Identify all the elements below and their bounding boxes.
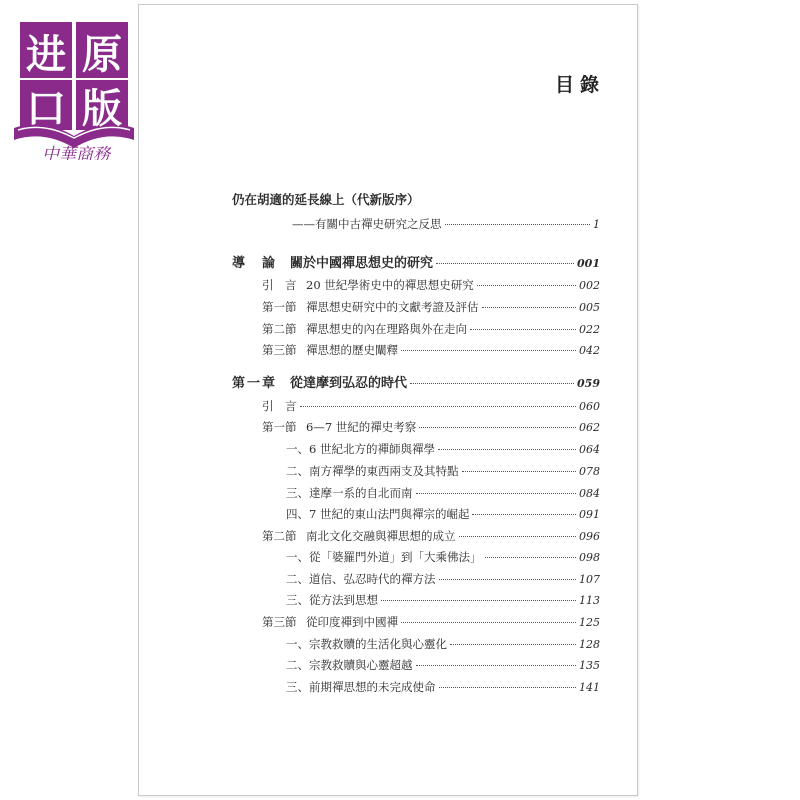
dot-leader <box>436 263 574 264</box>
intro-title: 關於中國禪思想史的研究 <box>290 256 434 271</box>
intro-label: 導 論 <box>232 256 278 271</box>
page-number: 084 <box>579 487 600 500</box>
toc-preface <box>232 192 612 208</box>
page-number: 098 <box>579 551 600 564</box>
toc-subsection <box>286 657 600 674</box>
toc-subsection <box>286 679 600 696</box>
dot-leader <box>438 449 576 450</box>
item-label: 第一節 <box>262 300 297 314</box>
page-number: 042 <box>579 344 600 357</box>
chapter-title: 從達摩到弘忍的時代 <box>290 376 408 391</box>
dot-leader <box>381 600 576 601</box>
section-title: 南北文化交融與禪思想的成立 <box>306 529 456 543</box>
logo-char-1: 进 <box>26 32 66 78</box>
dot-leader <box>485 557 577 558</box>
dot-leader <box>477 285 576 286</box>
toc-item <box>262 277 600 294</box>
page-number: 001 <box>577 257 600 270</box>
section-label: 第二節 <box>262 529 297 543</box>
page-number: 128 <box>579 638 600 651</box>
toc-chapter1-row <box>232 376 600 392</box>
toc-section <box>262 528 600 545</box>
publisher-logo <box>10 10 138 160</box>
page-number: 1 <box>593 218 600 231</box>
chapter-label: 第一章 <box>232 376 278 391</box>
dot-leader <box>419 427 576 428</box>
logo-publisher-name: 中華商務 <box>42 145 110 160</box>
open-book-logo-icon <box>10 10 138 160</box>
subsection-title: 二、南方禪學的東西兩支及其特點 <box>286 464 459 478</box>
item-title: 禪思想的歷史闡釋 <box>306 343 398 357</box>
page-number: 113 <box>579 594 600 607</box>
subsection-title: 二、道信、弘忍時代的禪方法 <box>286 572 436 586</box>
section-label: 第三節 <box>262 615 297 629</box>
dot-leader <box>401 350 576 351</box>
page-number: 135 <box>579 659 600 672</box>
dot-leader <box>300 406 577 407</box>
toc-item <box>262 342 600 359</box>
page-number: 091 <box>579 508 600 521</box>
toc-item <box>262 299 600 316</box>
toc-chapter1-intro <box>262 398 600 415</box>
item-title: 20 世紀學術史中的禪思想史研究 <box>306 278 474 292</box>
page-number: 141 <box>579 681 600 694</box>
dot-leader <box>439 687 577 688</box>
toc-subsection <box>286 592 600 609</box>
dot-leader <box>462 471 577 472</box>
page-number: 005 <box>579 301 600 314</box>
section-title: 6—7 世紀的禪史考察 <box>306 420 417 434</box>
toc-subsection <box>286 549 600 566</box>
page-number: 064 <box>579 443 600 456</box>
item-label: 第三節 <box>262 343 297 357</box>
subsection-title: 三、達摩一系的自北而南 <box>286 486 413 500</box>
dot-leader <box>459 536 577 537</box>
toc-subsection <box>286 441 600 458</box>
subsection-title: 三、從方法到思想 <box>286 593 378 607</box>
toc-section <box>262 614 600 631</box>
page-number: 078 <box>579 465 600 478</box>
toc-subsection <box>286 506 600 523</box>
toc-preface-subtitle-row <box>292 216 600 233</box>
logo-char-4: 版 <box>82 86 122 132</box>
dot-leader <box>445 224 591 225</box>
section-label: 第一節 <box>262 420 297 434</box>
toc-intro-row <box>232 256 600 272</box>
item-label: 第二節 <box>262 322 297 336</box>
subsection-title: 四、7 世紀的東山法門與禪宗的崛起 <box>286 507 470 521</box>
item-title: 禪思想史研究中的文獻考證及評估 <box>306 300 479 314</box>
toc-subsection <box>286 636 600 653</box>
subsection-title: 一、6 世紀北方的禪師與禪學 <box>286 442 435 456</box>
toc-item <box>262 321 600 338</box>
dot-leader <box>401 622 576 623</box>
toc-subsection <box>286 463 600 480</box>
subsection-title: 一、宗教救贖的生活化與心靈化 <box>286 637 447 651</box>
dot-leader <box>416 493 577 494</box>
dot-leader <box>439 579 577 580</box>
dot-leader <box>470 329 576 330</box>
dot-leader <box>450 644 576 645</box>
toc-subsection <box>286 571 600 588</box>
page-number: 022 <box>579 323 600 336</box>
toc-subsection <box>286 485 600 502</box>
logo-char-3: 口 <box>26 86 66 132</box>
dot-leader <box>410 383 574 384</box>
page-number: 107 <box>579 573 600 586</box>
section-title: 從印度禪到中國禪 <box>306 615 398 629</box>
item-title: 禪思想史的內在理路與外在走向 <box>306 322 467 336</box>
page-number: 062 <box>579 421 600 434</box>
item-label: 引 言 <box>262 399 297 413</box>
page-number: 060 <box>579 400 600 413</box>
toc-section <box>262 419 600 436</box>
logo-char-2: 原 <box>82 32 122 78</box>
toc-title: 目錄 <box>555 74 606 96</box>
page-number: 002 <box>579 279 600 292</box>
preface-title: 仍在胡適的延長線上（代新版序） <box>232 192 420 207</box>
dot-leader <box>472 514 576 515</box>
subsection-title: 二、宗教救贖與心靈超越 <box>286 658 413 672</box>
dot-leader <box>416 665 577 666</box>
item-label: 引 言 <box>262 278 297 292</box>
subsection-title: 三、前期禪思想的未完成使命 <box>286 680 436 694</box>
page-number: 059 <box>577 377 600 390</box>
subsection-title: 一、從「婆羅門外道」到「大乘佛法」 <box>286 550 482 564</box>
page-number: 125 <box>579 616 600 629</box>
page-number: 096 <box>579 530 600 543</box>
preface-subtitle: ——有關中古禪史研究之反思 <box>292 217 442 231</box>
dot-leader <box>482 307 577 308</box>
